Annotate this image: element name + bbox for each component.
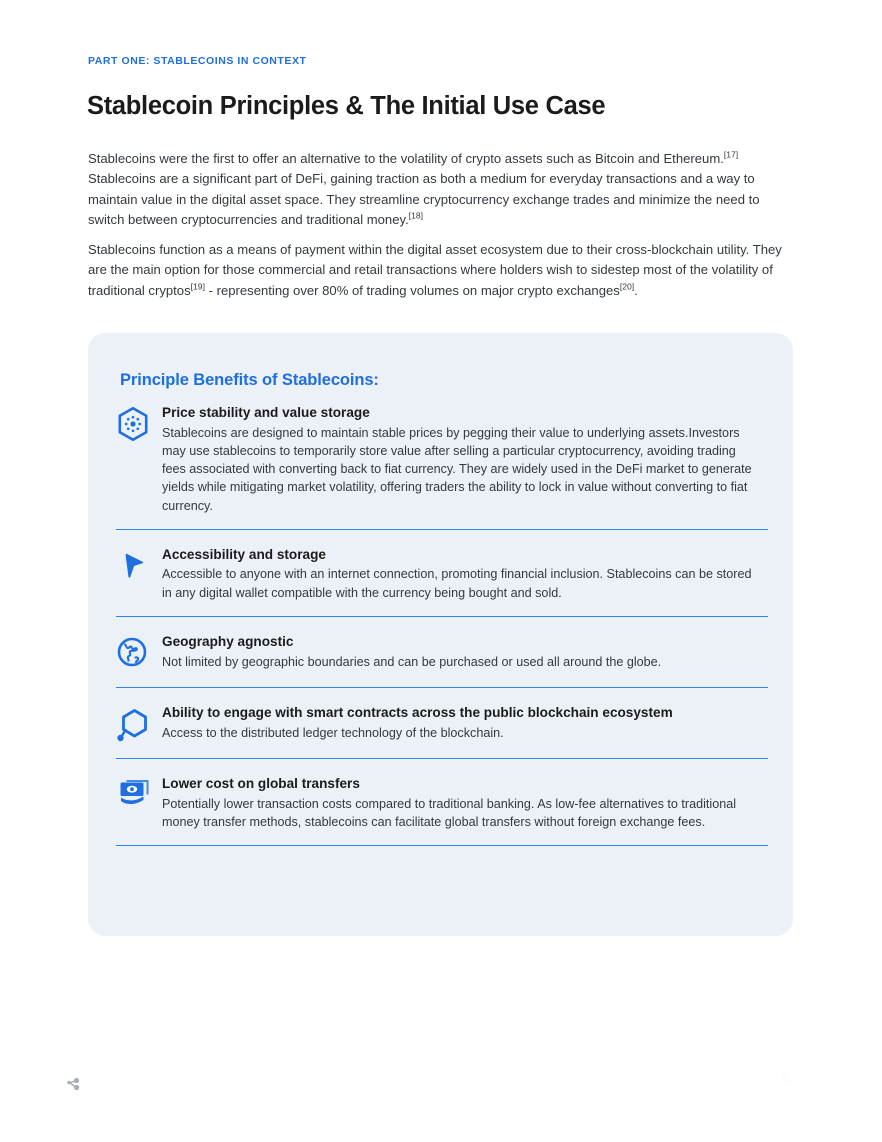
intro-p1-text-2: Stablecoins are a significant part of DeFi, gaining traction as both a medium for everyday transactions and a way to maintain value in the digital asset space. They streamline cryptocurrency exchange trades and minimize the need to switch between cryptocurrencies and traditional money. bbox=[88, 171, 760, 227]
card-title: Principle Benefits of Stablecoins: bbox=[120, 370, 379, 389]
benefit-content bbox=[162, 633, 768, 671]
benefit-heading: Price stability and value storage bbox=[162, 405, 370, 420]
benefit-heading: Lower cost on global transfers bbox=[162, 776, 360, 792]
benefit-description: Stablecoins are designed to maintain stable prices by pegging their value to underlying assets.Investors may use stablecoins to temporarily store value after selling a particular cryptocurrency, avoiding trading fees associated with converting back to fiat currency. They are widely used in the DeFi market to generate yields while mitigating market volatility, offering traders the ability to lock in value without converting to fiat currency. bbox=[162, 425, 752, 513]
blockchain-node-icon bbox=[116, 704, 162, 744]
intro-p1-text-1: Stablecoins were the first to offer an alternative to the volatility of crypto assets such as Bitcoin and Ethereum. bbox=[88, 151, 724, 167]
reference-20: [20] bbox=[619, 281, 635, 292]
benefit-heading: Ability to engage with smart contracts across the public blockchain ecosystem bbox=[162, 705, 673, 721]
principle-benefits-card bbox=[88, 333, 793, 936]
benefit-content bbox=[162, 546, 768, 602]
hexagon-stability-icon bbox=[116, 404, 162, 444]
reference-19: [19] bbox=[190, 281, 205, 292]
ripple-logo-icon bbox=[66, 1076, 84, 1094]
benefit-description: Accessible to anyone with an internet connection, promoting financial inclusion. Stablecoins can be stored in any digital wallet compatible with the currency being bought and sold. bbox=[162, 567, 752, 600]
list-item bbox=[116, 617, 768, 688]
intro-p2-text-3: . bbox=[634, 282, 638, 298]
banknote-icon bbox=[116, 775, 162, 815]
intro-p2-text-1: Stablecoins function as a means of payment within the digital asset ecosystem due to their cross-blockchain utility. They are the main option for those commercial and retail transactions where holders wish to sidestep most of the volatility of traditional cryptos bbox=[88, 242, 782, 298]
list-item bbox=[116, 759, 768, 846]
benefit-heading: Geography agnostic bbox=[162, 634, 294, 650]
list-item bbox=[116, 688, 768, 759]
benefit-description: Not limited by geographic boundaries and can be purchased or used all around the globe. bbox=[162, 654, 662, 669]
cursor-arrow-icon bbox=[116, 546, 162, 586]
benefits-list bbox=[116, 401, 768, 846]
intro-paragraph-2 bbox=[88, 240, 794, 301]
list-item bbox=[116, 530, 768, 617]
benefit-description: Potentially lower transaction costs compared to traditional banking. As low-fee alternatives to traditional money transfer methods, stablecoins can facilitate global transfers without foreign exchange fees. bbox=[162, 796, 737, 829]
reference-18: [18] bbox=[408, 210, 424, 221]
benefit-description: Access to the distributed ledger technology of the blockchain. bbox=[162, 725, 504, 740]
benefit-heading: Accessibility and storage bbox=[162, 546, 326, 562]
list-item bbox=[116, 401, 768, 530]
benefit-content bbox=[162, 704, 768, 742]
intro-p2-text-2: - representing over 80% of trading volumes on major crypto exchanges bbox=[204, 282, 620, 298]
page-title: Stablecoin Principles & The Initial Use Case bbox=[87, 92, 606, 121]
section-eyebrow: PART ONE: STABLECOINS IN CONTEXT bbox=[88, 55, 307, 67]
benefit-content bbox=[162, 404, 768, 515]
intro-paragraph-1 bbox=[88, 149, 794, 230]
benefit-content bbox=[162, 775, 768, 831]
globe-icon bbox=[116, 633, 162, 673]
page-number: 5 bbox=[782, 1072, 789, 1086]
reference-17: [17] bbox=[723, 149, 739, 160]
